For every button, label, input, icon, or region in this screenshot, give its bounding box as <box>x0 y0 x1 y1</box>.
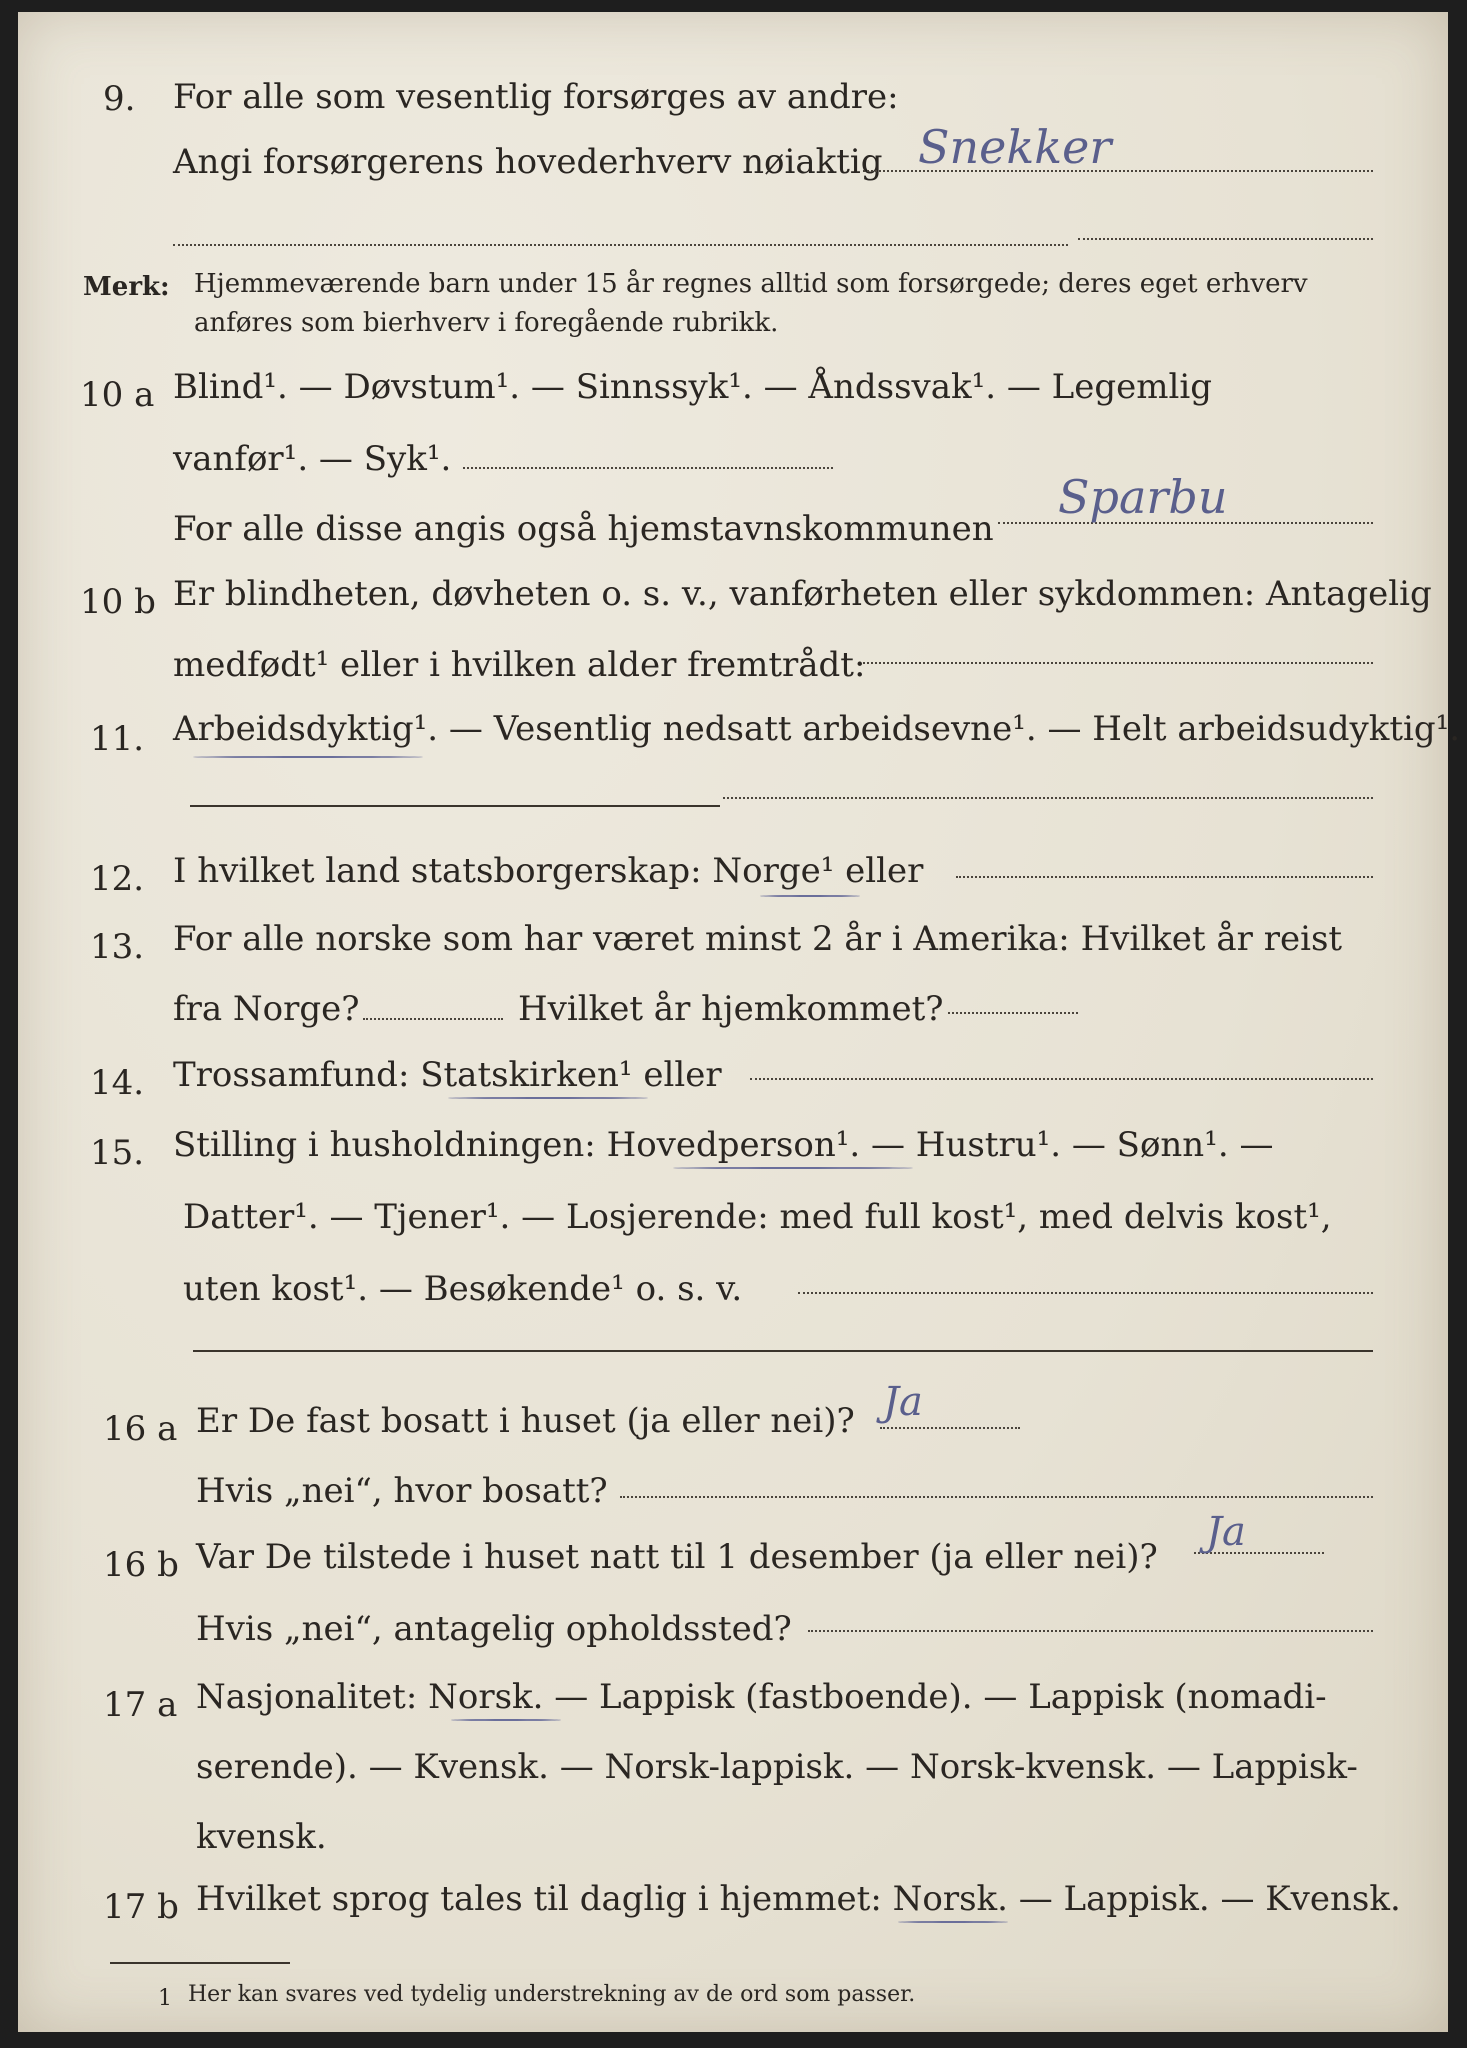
merk-line2: anføres som bierhverv i foregående rubrikk. <box>194 308 779 338</box>
q9-question-line2: Angi forsørgerens hovederhverv nøiaktig <box>173 142 883 182</box>
q15-number: 15. <box>90 1133 145 1173</box>
footnote-mark: 1 <box>158 1986 172 2011</box>
q10b-line1: Er blindheten, døvheten o. s. v., vanførheten eller sykdommen: Antagelig <box>173 574 1432 614</box>
q16b-line1: Var De tilstede i huset natt til 1 desember (ja eller nei)? <box>196 1537 1158 1577</box>
q16a-handwritten-answer[interactable]: Ja <box>883 1379 923 1425</box>
q10a-line3: For alle disse angis også hjemstavnskommunen <box>173 509 994 549</box>
q13-hjemkommet-line <box>948 1012 1078 1014</box>
q17b-number: 17 b <box>103 1887 179 1927</box>
q10a-number: 10 a <box>80 375 155 415</box>
q10a-syk-line <box>463 467 833 469</box>
q17a-line3: kvensk. <box>196 1817 327 1857</box>
q17b-line1: Hvilket sprog tales til daglig i hjemmet: Norsk. — Lappisk. — Kvensk. <box>196 1879 1401 1919</box>
q13-line1: For alle norske som har været minst 2 år i Amerika: Hvilket år reist <box>173 919 1343 959</box>
q11-number: 11. <box>90 719 145 759</box>
q16a-number: 16 a <box>103 1409 178 1449</box>
q9-extra-line <box>173 244 1068 246</box>
q11-line1: Arbeidsdyktig¹. — Vesentlig nedsatt arbeidsevne¹. — Helt arbeidsudyktig¹. <box>173 709 1461 749</box>
q9-extra-line-2 <box>1078 238 1373 240</box>
q17a-line1: Nasjonalitet: Norsk. — Lappisk (fastboende). — Lappisk (nomadi- <box>196 1677 1327 1717</box>
q11-answer-line-2 <box>723 797 1373 799</box>
q11-underline-arbeidsdyktig <box>193 756 423 758</box>
q15-answer-line <box>798 1292 1373 1294</box>
q16b-opholdssted-line <box>808 1630 1373 1632</box>
q14-answer-line <box>750 1078 1373 1080</box>
q16b-line2: Hvis „nei“, antagelig opholdssted? <box>196 1609 792 1649</box>
census-form-sheet <box>18 12 1461 2032</box>
merk-label: Merk: <box>83 272 170 302</box>
q15-answer-line-2 <box>193 1350 1373 1352</box>
q10b-line2: medfødt¹ eller i hvilken alder fremtrådt: <box>173 645 866 685</box>
q9-number: 9. <box>103 79 136 119</box>
q15-underline-hovedperson <box>673 1167 913 1169</box>
q13-number: 13. <box>90 927 145 967</box>
q10b-answer-line <box>863 662 1373 664</box>
q16b-number: 16 b <box>103 1545 179 1585</box>
q15-line3: uten kost¹. — Besøkende¹ o. s. v. <box>183 1269 743 1309</box>
q12-line1: I hvilket land statsborgerskap: Norge¹ eller <box>173 851 924 891</box>
q10a-handwritten-answer[interactable]: Sparbu <box>1058 470 1228 524</box>
q10a-line1: Blind¹. — Døvstum¹. — Sinnssyk¹. — Åndssvak¹. — Legemlig <box>173 367 1212 407</box>
q17a-line2: serende). — Kvensk. — Norsk-lappisk. — Norsk-kvensk. — Lappisk- <box>196 1747 1358 1787</box>
q10a-line2: vanfør¹. — Syk¹. <box>173 439 452 479</box>
q13-line2a: fra Norge? <box>173 989 360 1029</box>
q16a-bosatt-line <box>620 1496 1373 1498</box>
q12-answer-line <box>956 876 1373 878</box>
merk-line1: Hjemmeværende barn under 15 år regnes alltid som forsørgede; deres eget erhverv <box>194 269 1308 299</box>
q16a-line1: Er De fast bosatt i huset (ja eller nei)? <box>196 1401 855 1441</box>
q13-reist-line <box>363 1018 503 1020</box>
footnote-rule <box>110 1962 290 1964</box>
q16a-answer-line <box>880 1427 1020 1429</box>
q13-line2b: Hvilket år hjemkommet? <box>518 989 944 1029</box>
q16b-handwritten-answer[interactable]: Ja <box>1206 1509 1246 1555</box>
q10b-number: 10 b <box>80 582 156 622</box>
q15-line2: Datter¹. — Tjener¹. — Losjerende: med full kost¹, med delvis kost¹, <box>183 1197 1332 1237</box>
q9-question-line1: For alle som vesentlig forsørges av andre: <box>173 77 899 117</box>
q14-underline-statskirken <box>448 1097 648 1099</box>
q17a-underline-norsk <box>451 1719 561 1721</box>
q12-number: 12. <box>90 859 145 899</box>
q16a-line2: Hvis „nei“, hvor bosatt? <box>196 1471 608 1511</box>
q9-handwritten-answer[interactable]: Snekker <box>918 120 1112 174</box>
q11-answer-line <box>190 805 720 807</box>
footnote-text: Her kan svares ved tydelig understrekning av de ord som passer. <box>188 1982 916 2007</box>
q17a-number: 17 a <box>103 1685 178 1725</box>
q14-number: 14. <box>90 1063 145 1103</box>
q12-underline-norge <box>760 895 860 897</box>
q14-line1: Trossamfund: Statskirken¹ eller <box>173 1055 722 1095</box>
q15-line1: Stilling i husholdningen: Hovedperson¹. — Hustru¹. — Sønn¹. — <box>173 1125 1274 1165</box>
q17b-underline-norsk <box>898 1921 1008 1923</box>
